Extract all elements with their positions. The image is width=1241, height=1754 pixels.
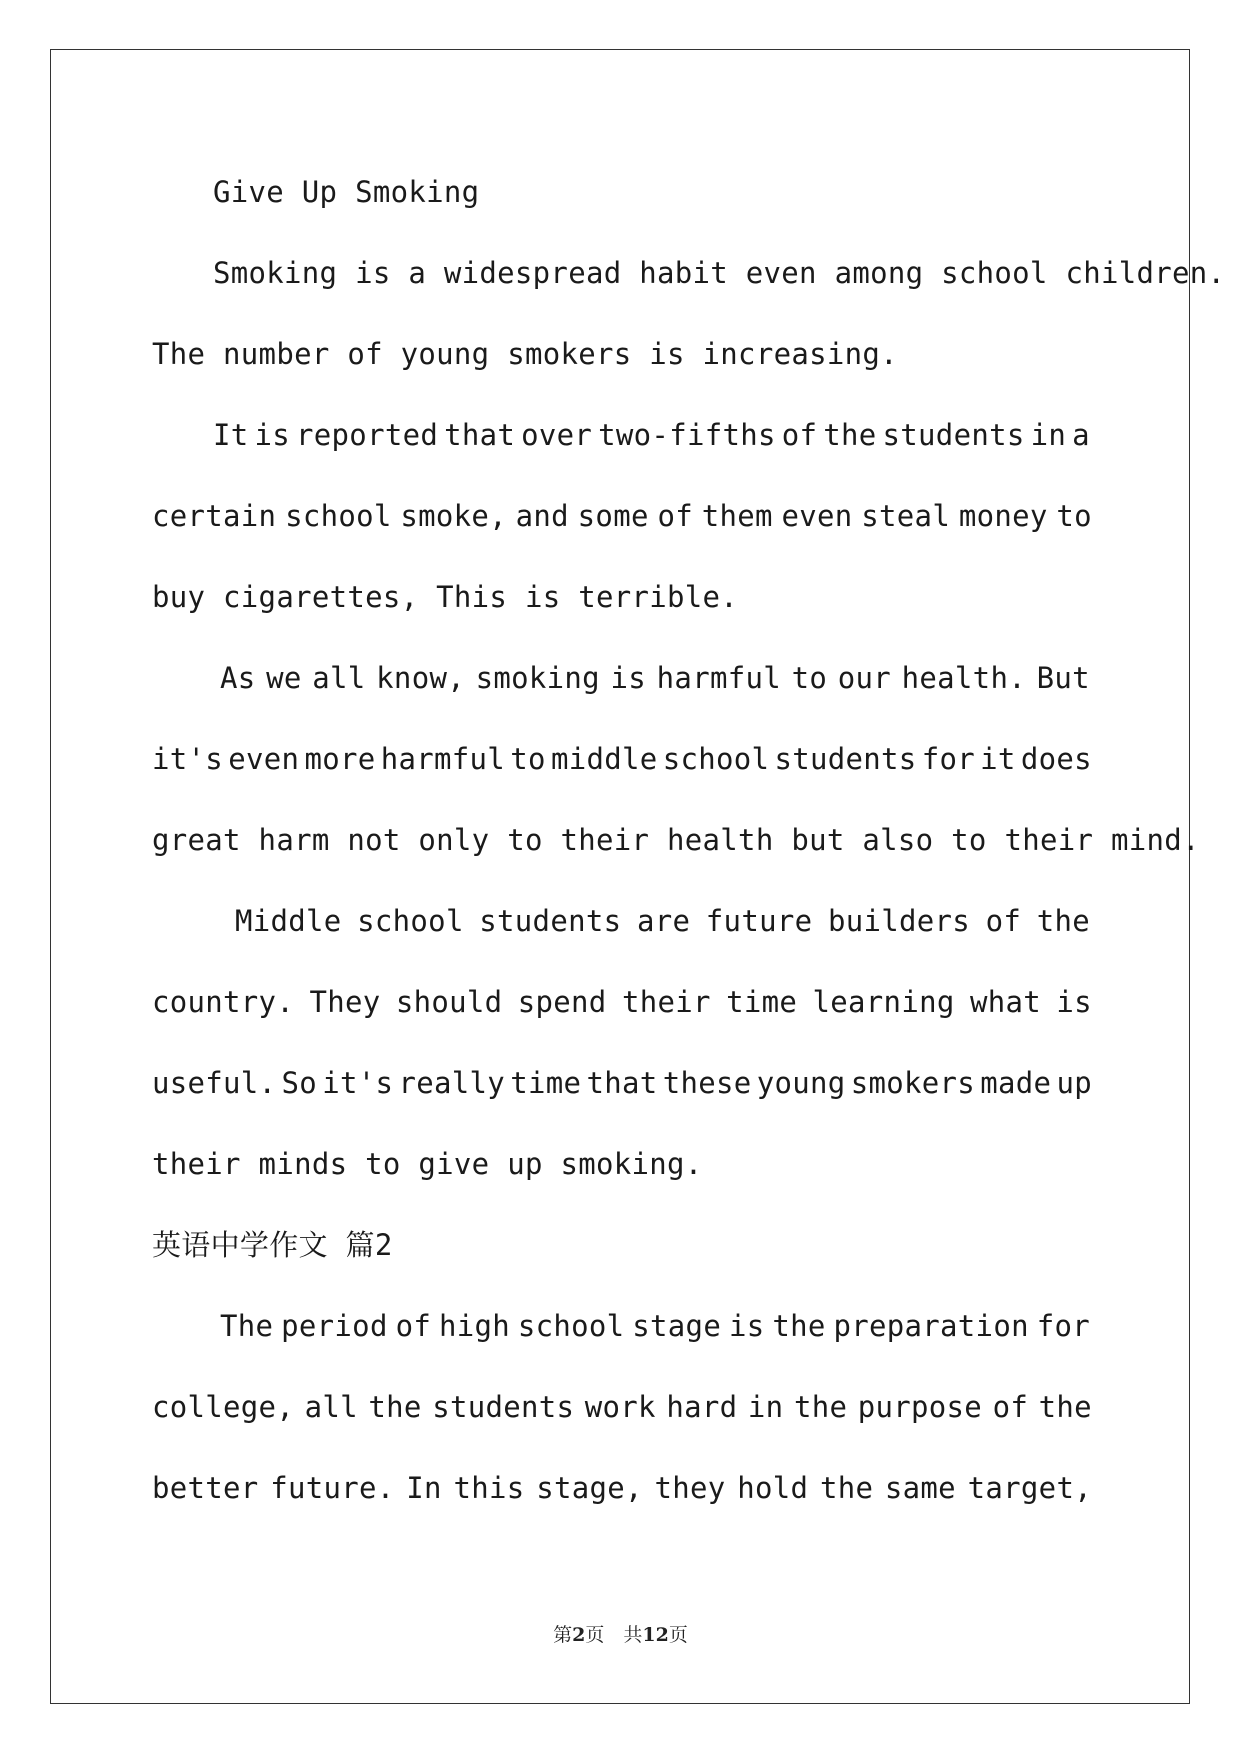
word: of xyxy=(657,499,693,533)
word: is xyxy=(610,661,647,695)
word: the xyxy=(793,1390,848,1424)
text-line: Smoking is a widespread habit even among school children. xyxy=(213,256,1226,290)
word: does xyxy=(1020,742,1092,776)
text-line xyxy=(152,985,1092,1019)
word: we xyxy=(266,661,302,695)
word: middle xyxy=(550,742,658,776)
text-line xyxy=(152,1066,1092,1100)
word: harmful xyxy=(656,661,781,695)
word: that xyxy=(444,418,516,452)
word: As xyxy=(220,661,256,695)
word: So xyxy=(281,1066,318,1100)
word: reported xyxy=(296,418,439,452)
word: college, xyxy=(152,1390,295,1424)
word: time xyxy=(510,1066,582,1100)
word: Middle xyxy=(235,904,342,938)
word: useful. xyxy=(152,1066,277,1100)
word: really xyxy=(398,1066,506,1100)
word: these xyxy=(662,1066,752,1100)
section-heading: 英语中学作文 篇2 xyxy=(152,1228,393,1262)
word: future xyxy=(705,904,813,938)
text-line xyxy=(152,1471,1092,1505)
word: all xyxy=(304,1390,358,1424)
word: builders xyxy=(827,904,971,938)
word: school xyxy=(285,499,392,533)
word: is xyxy=(728,1309,765,1343)
word: over xyxy=(521,418,593,452)
word: hold xyxy=(737,1471,809,1505)
word: hard xyxy=(666,1390,738,1424)
text-line xyxy=(220,1309,1090,1343)
word: young xyxy=(756,1066,846,1100)
word: some xyxy=(577,499,649,533)
footer-prefix: 第 xyxy=(553,1624,573,1646)
word: of xyxy=(781,418,818,452)
word: students xyxy=(479,904,622,938)
word: the xyxy=(1038,1390,1092,1424)
word: The xyxy=(220,1309,274,1343)
word: it's xyxy=(322,1066,394,1100)
page-footer xyxy=(0,1620,1241,1647)
word: for xyxy=(1036,1309,1090,1343)
word: is xyxy=(1056,985,1092,1019)
word: should xyxy=(395,985,503,1019)
word: to xyxy=(1056,499,1092,533)
word: stage, xyxy=(536,1471,643,1505)
word: smokers xyxy=(850,1066,976,1100)
word: school xyxy=(357,904,464,938)
word: up xyxy=(1056,1066,1092,1100)
word: their xyxy=(621,985,711,1019)
word: of xyxy=(992,1390,1029,1424)
word: stage xyxy=(632,1309,722,1343)
word: know, xyxy=(376,661,465,695)
word: work xyxy=(584,1390,656,1424)
word: they xyxy=(654,1471,726,1505)
word: school xyxy=(517,1309,625,1343)
total-page-number: 12 xyxy=(642,1624,669,1646)
word: are xyxy=(636,904,691,938)
word: made xyxy=(980,1066,1052,1100)
word: preparation xyxy=(833,1309,1029,1343)
word: for xyxy=(921,742,975,776)
text-line: The number of young smokers is increasing. xyxy=(152,337,898,371)
word: certain xyxy=(152,499,277,533)
word: all xyxy=(312,661,366,695)
text-line: buy cigarettes, This is terrible. xyxy=(152,580,739,614)
word: the xyxy=(772,1309,826,1343)
word: students xyxy=(774,742,917,776)
word: the xyxy=(1036,904,1090,938)
word: the xyxy=(819,1471,874,1505)
word: steal xyxy=(861,499,951,533)
word: it's xyxy=(152,742,224,776)
word: country. xyxy=(152,985,295,1019)
word: that xyxy=(586,1066,658,1100)
text-line xyxy=(152,742,1092,776)
text-line xyxy=(213,418,1090,452)
word: the xyxy=(823,418,877,452)
word: students xyxy=(432,1390,575,1424)
word: target, xyxy=(967,1471,1092,1505)
word: time xyxy=(726,985,798,1019)
word: money xyxy=(958,499,1048,533)
text-line: great harm not only to their health but also to their mind. xyxy=(152,823,1200,857)
page-border xyxy=(50,49,1226,1704)
word: to xyxy=(791,661,828,695)
word: a xyxy=(1072,418,1090,452)
word: In xyxy=(406,1471,442,1505)
word: purpose xyxy=(857,1390,983,1424)
footer-suffix: 页 xyxy=(668,1624,688,1646)
word: what xyxy=(969,985,1041,1019)
word: same xyxy=(884,1471,956,1505)
word: spend xyxy=(517,985,607,1019)
word: is xyxy=(254,418,291,452)
word: to xyxy=(510,742,546,776)
word: period xyxy=(281,1309,388,1343)
word: even xyxy=(228,742,300,776)
word: even xyxy=(781,499,853,533)
current-page-number: 2 xyxy=(572,1624,586,1646)
word: school xyxy=(662,742,770,776)
word: more xyxy=(304,742,376,776)
text-line xyxy=(152,499,1092,533)
word: two-fifths xyxy=(598,418,776,452)
document-title: Give Up Smoking xyxy=(213,175,480,209)
word: it xyxy=(980,742,1016,776)
word: in xyxy=(747,1390,784,1424)
text-line xyxy=(220,661,1090,695)
text-line xyxy=(152,1390,1092,1424)
word: our xyxy=(837,661,892,695)
word: them xyxy=(701,499,773,533)
word: harmful xyxy=(380,742,506,776)
text-line: their minds to give up smoking. xyxy=(152,1147,703,1181)
word: students xyxy=(882,418,1025,452)
word: better xyxy=(152,1471,259,1505)
word: health. xyxy=(901,661,1026,695)
word: future. xyxy=(270,1471,395,1505)
word: learning xyxy=(812,985,955,1019)
word: the xyxy=(368,1390,422,1424)
word: smoking xyxy=(475,661,600,695)
word: It xyxy=(213,418,249,452)
word: They xyxy=(309,985,381,1019)
footer-mid: 页 共 xyxy=(585,1624,643,1646)
word: this xyxy=(453,1471,525,1505)
text-line xyxy=(235,904,1090,938)
word: of xyxy=(985,904,1022,938)
word: in xyxy=(1030,418,1067,452)
word: But xyxy=(1036,661,1090,695)
word: high xyxy=(438,1309,510,1343)
word: of xyxy=(395,1309,432,1343)
word: and xyxy=(515,499,569,533)
word: smoke, xyxy=(400,499,507,533)
